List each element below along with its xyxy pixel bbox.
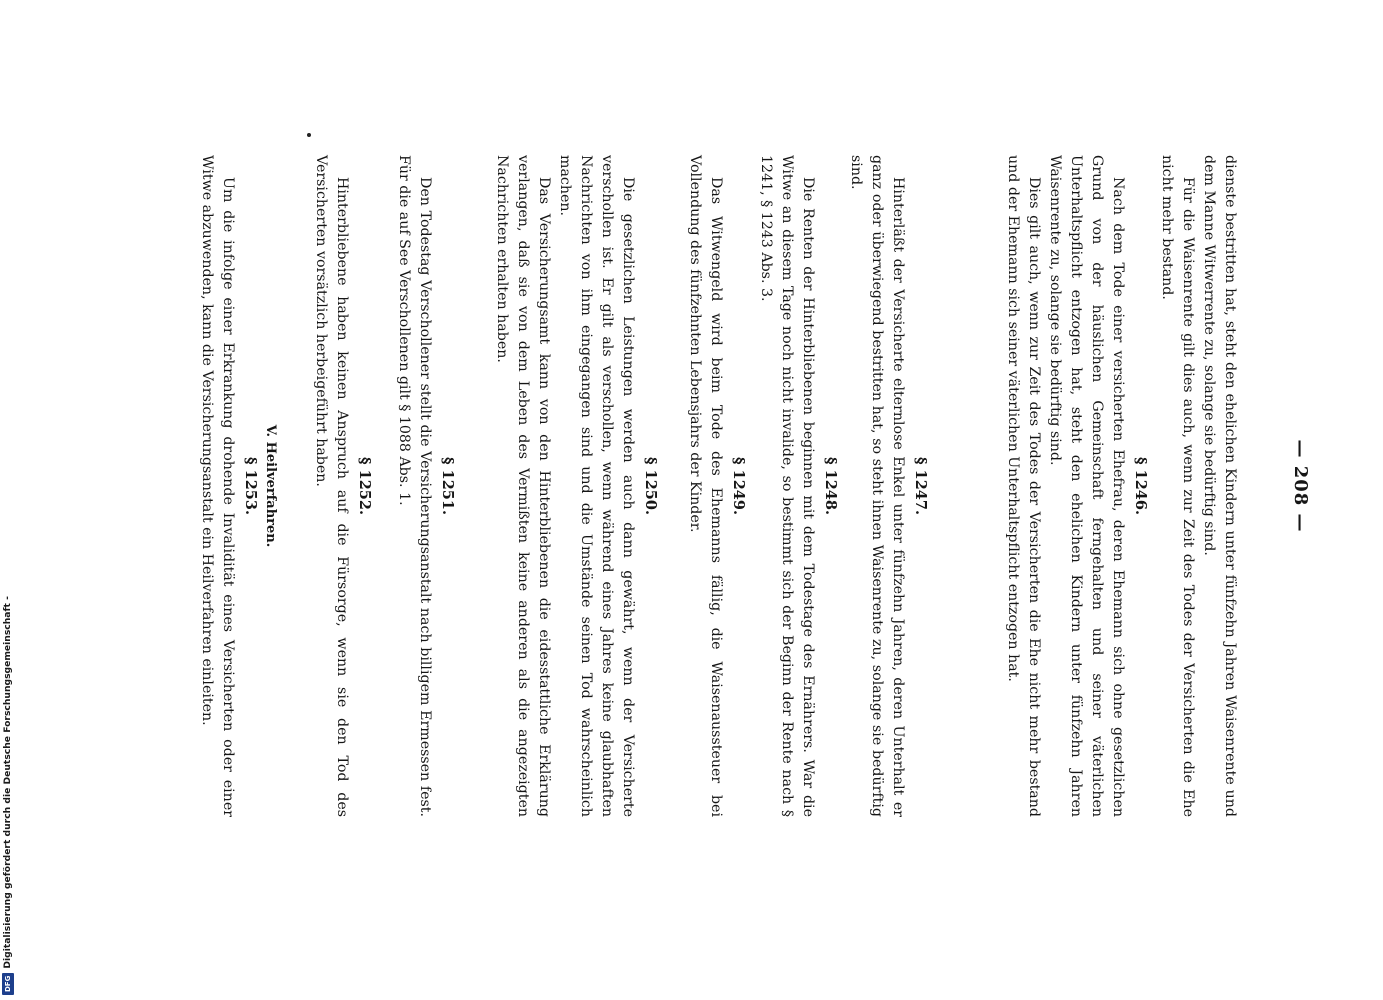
section-1248-text	[755, 155, 818, 817]
paragraph: Den Todestag Verschollener stellt die Versicherungsanstalt nach billigem Ermessen fest. Für die auf See Verschollenen gilt § 1088 Abs. 1.	[396, 155, 433, 817]
paragraph: Für die Waisenrente gilt dies auch, wenn zur Zeit des Todes der Versicherten die Ehe nicht mehr bestand.	[1159, 155, 1196, 817]
section-continuation	[1156, 155, 1240, 817]
paragraph: Dies gilt auch, wenn zur Zeit des Todes der Versicherten die Ehe nicht mehr bestand und der Ehemann sich seiner väterlichen Unterhaltspflicht entzogen hat.	[1005, 155, 1042, 817]
dfg-logo-icon: DFG	[2, 973, 14, 995]
paragraph: Um die infolge einer Erkrankung drohende Invalidität eines Versicherten oder einer Witwe abzuwenden, kann die Versicherungsanstalt ein Heilverfahren einleiten.	[199, 155, 236, 817]
paragraph: Das Versicherungsamt kann von den Hinterbliebenen die eidesstattliche Erklärung verlangen, daß sie von dem Leben des Vermißten keine anderen als die angezeigten Nachrichten erhalten haben.	[494, 155, 552, 817]
section-heading-1249: § 1249.	[730, 456, 747, 516]
section-1247-text	[845, 155, 908, 817]
page-number: — 208 —	[1290, 439, 1311, 533]
section-heading-1247: § 1247.	[912, 456, 929, 516]
section-1246-text	[1002, 155, 1128, 817]
paragraph: Das Witwengeld wird beim Tode des Ehemanns fällig, die Waisenaussteuer bei Vollendung des fünfzehnten Lebensjahrs der Kinder.	[687, 155, 724, 817]
footer-text-row	[0, 596, 16, 995]
paragraph: Hinterbliebene haben keinen Anspruch auf die Fürsorge, wenn sie den Tod des Versicherten vorsätzlich herbeigeführt haben.	[313, 155, 350, 817]
section-1251-text	[393, 155, 435, 817]
paragraph: Hinterläßt der Versicherte elternlose Enkel unter fünfzehn Jahren, deren Unterhalt er ganz oder überwiegend bestritten hat, so steht ihnen Waisenrente zu, solange sie bedürftig sind.	[848, 155, 906, 817]
chapter-heading: V. Heilverfahren.	[263, 424, 278, 548]
section-1250-text	[491, 155, 638, 817]
section-heading-1248: § 1248.	[822, 456, 839, 516]
paragraph: Die gesetzlichen Leistungen werden auch dann gewährt, wenn der Versicherte verschollen ist. Er gilt als verschollen, wenn während eines Jahres keine glaubhaften Nachrichten von ihm eingegangen sind und die Umstände seinen Tod wahrscheinlich machen.	[557, 155, 636, 817]
paragraph: Nach dem Tode einer versicherten Ehefrau, deren Ehemann sich ohne gesetzlichen Grund von der häuslichen Gemeinschaft ferngehalten und seiner väterlichen Unterhaltspflicht entzogen hat, steht den ehelichen Kindern unter fünfzehn Jahren Waisenrente zu, solange sie bedürftig sind.	[1047, 155, 1126, 817]
section-heading-1246: § 1246.	[1132, 456, 1149, 516]
section-heading-1252: § 1252.	[356, 456, 373, 516]
section-heading-1251: § 1251.	[439, 456, 456, 516]
rotated-book-page	[150, 155, 1311, 817]
paragraph: dienste bestritten hat, steht den ehelichen Kindern unter fünfzehn Jahren Waisenrente und dem Manne Witwerrente zu, solange sie bedürftig sind.	[1201, 155, 1238, 817]
footer-credit: Digitalisierung gefördert durch die Deutsche Forschungsgemeinschaft -	[2, 596, 13, 969]
section-heading-1253: § 1253.	[242, 456, 259, 516]
scan-artifact-dot	[307, 133, 311, 137]
section-1249-text	[684, 155, 726, 817]
dfg-footer	[0, 596, 16, 995]
section-1252-text	[310, 155, 352, 817]
section-1253-text	[196, 155, 238, 817]
section-heading-1250: § 1250.	[642, 456, 659, 516]
paragraph: Die Renten der Hinterbliebenen beginnen mit dem Todestage des Ernährers. War die Witwe an diesem Tage noch nicht invalide, so bestimmt sich der Beginn der Rente nach § 1241, § 1243 Abs. 3.	[758, 155, 816, 817]
